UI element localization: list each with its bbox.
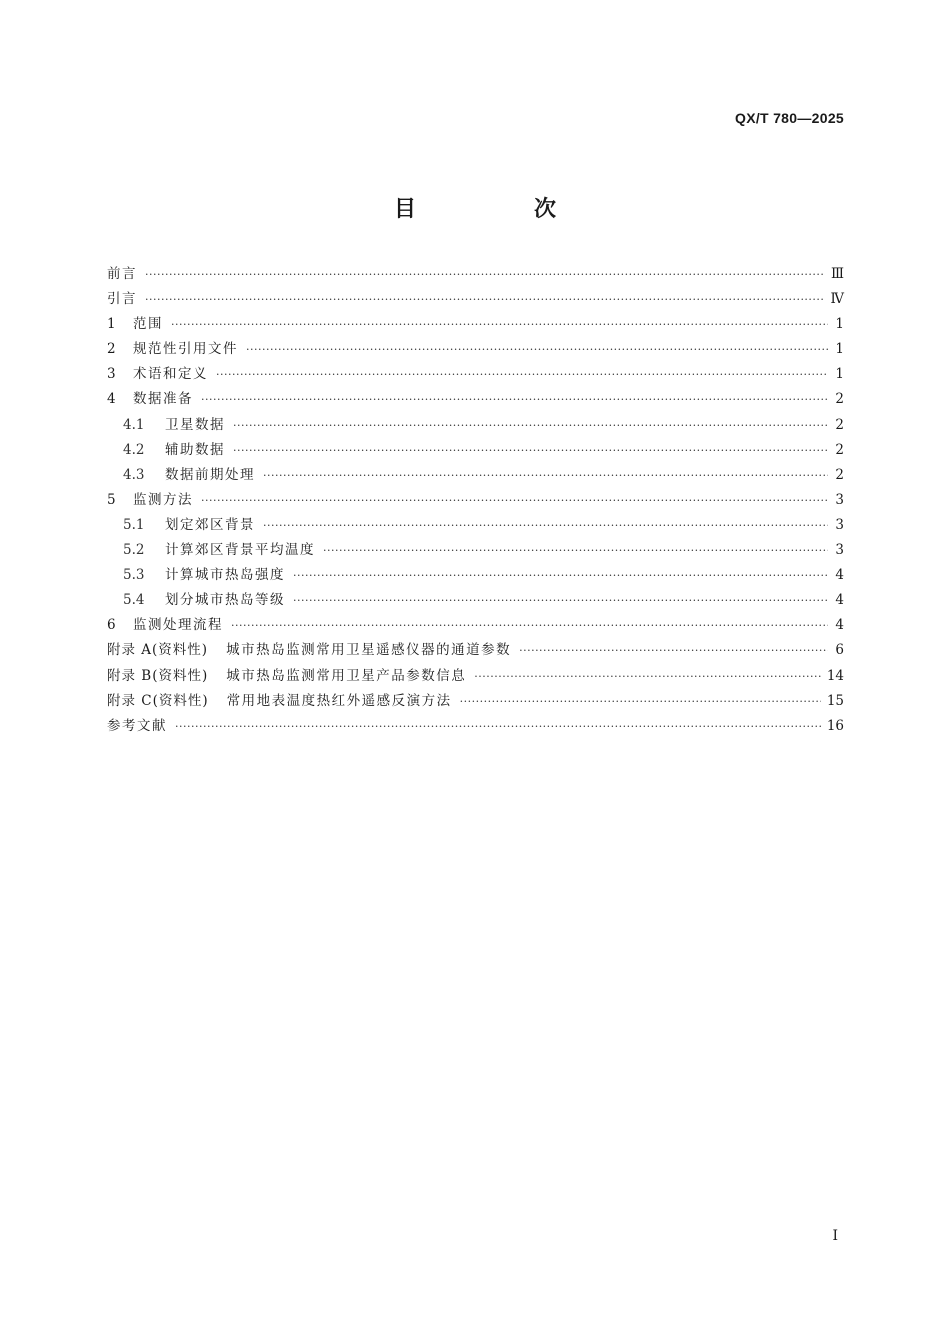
- toc-entry-label: 辅助数据: [165, 441, 225, 458]
- toc-dot-leader: [201, 387, 828, 412]
- toc-entry-page: 2: [835, 466, 844, 483]
- toc-entry-number: 4.1: [123, 416, 145, 433]
- toc-entry-label: 监测处理流程: [133, 617, 223, 634]
- toc-entry[interactable]: [107, 488, 844, 513]
- toc-entry-number: 2: [107, 341, 116, 358]
- toc-entry[interactable]: [107, 689, 844, 714]
- toc-entry[interactable]: [107, 312, 844, 337]
- standard-code: QX/T 780—2025: [735, 110, 844, 126]
- toc-entry-label: 数据准备: [133, 391, 193, 408]
- toc-entry-number: 3: [107, 366, 116, 383]
- toc-entry-page: 3: [835, 491, 844, 508]
- toc-dot-leader: [216, 362, 828, 387]
- toc-entry-label: 划定郊区背景: [165, 516, 255, 533]
- toc-dot-leader: [233, 438, 828, 463]
- toc-entry-page: 2: [835, 391, 844, 408]
- toc-dot-leader: [293, 563, 828, 588]
- toc-dot-leader: [263, 513, 828, 538]
- toc-entry-number: 4.2: [123, 441, 145, 458]
- toc-entry-number: 5: [107, 491, 116, 508]
- toc-dot-leader: [233, 413, 828, 438]
- toc-entry-page: 15: [826, 692, 844, 709]
- toc-entry-annex-prefix: 附录 A(资料性): [107, 642, 209, 659]
- toc-entry-label: 监测方法: [133, 491, 193, 508]
- toc-dot-leader: [474, 664, 821, 689]
- toc-entry-number: 1: [107, 316, 116, 333]
- toc-entry-number: 5.2: [123, 542, 145, 559]
- toc-dot-leader: [460, 689, 821, 714]
- toc-entry[interactable]: [107, 463, 844, 488]
- toc-entry-number: 4.3: [123, 466, 145, 483]
- toc-entry-label: 城市热岛监测常用卫星遥感仪器的通道参数: [226, 642, 512, 659]
- toc-entry-page: 1: [835, 316, 844, 333]
- toc-entry[interactable]: [107, 613, 844, 638]
- toc-entry-page: 4: [835, 592, 844, 609]
- toc-dot-leader: [175, 714, 821, 739]
- toc-entry[interactable]: [107, 513, 844, 538]
- toc-entry[interactable]: [107, 588, 844, 613]
- toc-entry[interactable]: [107, 287, 844, 312]
- toc-entry[interactable]: [107, 413, 844, 438]
- toc-entry[interactable]: [107, 563, 844, 588]
- toc-entry-page: 1: [835, 366, 844, 383]
- toc-entry-label: 计算郊区背景平均温度: [165, 542, 315, 559]
- toc-entry[interactable]: [107, 638, 844, 663]
- toc-dot-leader: [246, 337, 828, 362]
- toc-entry-label: 数据前期处理: [165, 466, 255, 483]
- toc-entry-number: 6: [107, 617, 116, 634]
- toc-entry-label: 计算城市热岛强度: [165, 567, 285, 584]
- toc-entry[interactable]: [107, 262, 844, 287]
- toc-entry-number: 5.1: [123, 516, 145, 533]
- page-title: 目 次: [393, 197, 604, 222]
- toc-entry-page: 16: [826, 717, 844, 734]
- toc-dot-leader: [263, 463, 828, 488]
- toc-dot-leader: [145, 262, 825, 287]
- toc-entry[interactable]: [107, 362, 844, 387]
- toc-entry-annex-prefix: 附录 B(资料性): [107, 667, 209, 684]
- toc-entry-label: 划分城市热岛等级: [165, 592, 285, 609]
- toc-dot-leader: [145, 287, 825, 312]
- toc-entry-page: 2: [835, 441, 844, 458]
- toc-entry[interactable]: [107, 337, 844, 362]
- toc-dot-leader: [201, 488, 828, 513]
- toc-entry-annex-prefix: 附录 C(资料性): [107, 692, 209, 709]
- toc-entry-page: Ⅲ: [830, 266, 844, 282]
- toc-dot-leader: [231, 613, 828, 638]
- toc-entry-label: 规范性引用文件: [133, 341, 238, 358]
- table-of-contents: [107, 262, 844, 739]
- toc-entry-page: 2: [835, 416, 844, 433]
- toc-dot-leader: [323, 538, 828, 563]
- page-number: Ⅰ: [832, 1228, 838, 1244]
- toc-dot-leader: [519, 638, 828, 663]
- toc-entry[interactable]: [107, 438, 844, 463]
- toc-entry-page: Ⅳ: [830, 291, 844, 308]
- toc-entry-label: 术语和定义: [133, 366, 208, 383]
- toc-entry[interactable]: [107, 714, 844, 739]
- toc-entry-page: 14: [826, 667, 844, 684]
- toc-entry-page: 1: [835, 341, 844, 358]
- toc-entry-label: 卫星数据: [165, 416, 225, 433]
- toc-entry-number: 5.3: [123, 567, 145, 584]
- toc-entry-label: 前言: [107, 266, 137, 282]
- toc-entry[interactable]: [107, 387, 844, 412]
- toc-entry-page: 3: [835, 542, 844, 559]
- toc-entry-label: 城市热岛监测常用卫星产品参数信息: [226, 667, 467, 684]
- toc-entry-number: 4: [107, 391, 116, 408]
- toc-entry-label: 参考文献: [107, 717, 167, 734]
- toc-entry-page: 4: [835, 617, 844, 634]
- toc-entry-page: 4: [835, 567, 844, 584]
- toc-entry-label: 引言: [107, 291, 137, 308]
- toc-entry-page: 3: [835, 516, 844, 533]
- toc-entry-number: 5.4: [123, 592, 145, 609]
- toc-dot-leader: [293, 588, 828, 613]
- toc-entry-label: 范围: [133, 316, 163, 333]
- toc-entry-label: 常用地表温度热红外遥感反演方法: [226, 692, 452, 709]
- toc-dot-leader: [171, 312, 828, 337]
- toc-entry[interactable]: [107, 538, 844, 563]
- toc-entry-page: 6: [835, 642, 844, 659]
- toc-entry[interactable]: [107, 664, 844, 689]
